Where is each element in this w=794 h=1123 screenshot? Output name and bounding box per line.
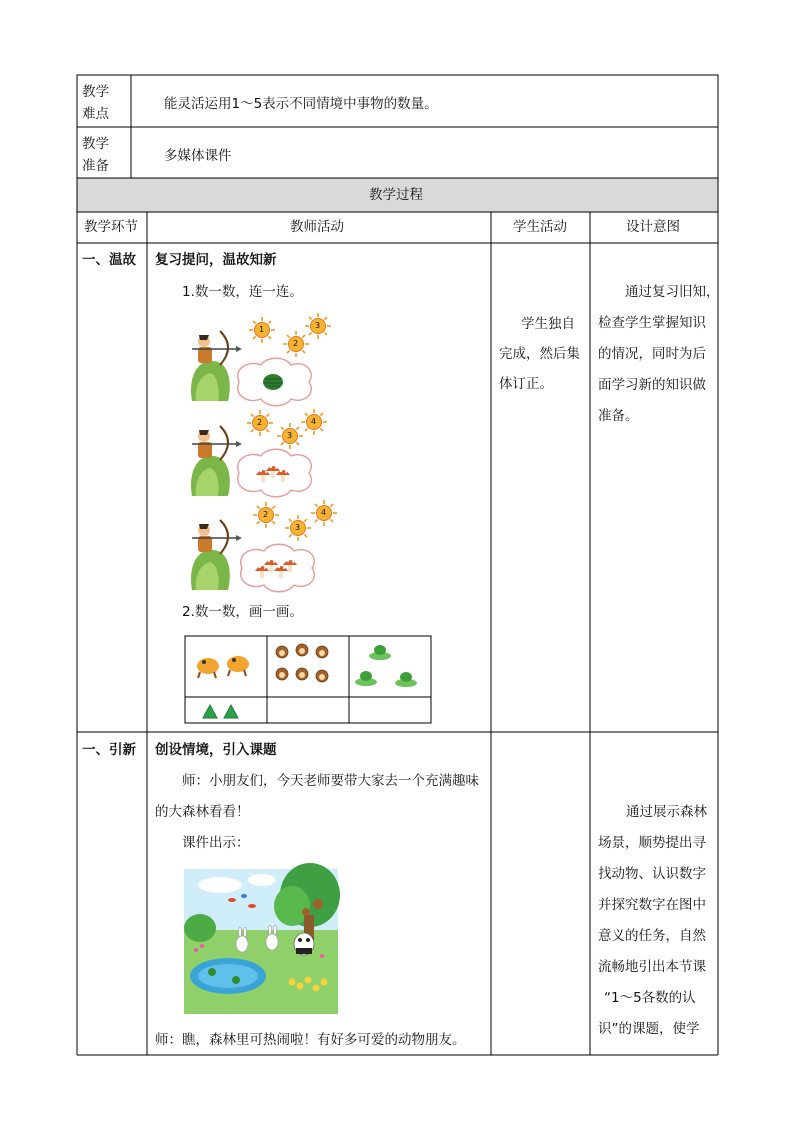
process-header: 教学过程 xyxy=(369,187,423,203)
student-line: 学生独自 xyxy=(521,316,575,332)
stage-review: 一、温故 xyxy=(82,252,136,268)
col-student: 学生活动 xyxy=(513,219,567,235)
intent-line: 的情况，同时为后 xyxy=(598,346,706,362)
intent-line: 准备。 xyxy=(598,408,639,424)
intent-line: 场景，顺势提出寻 xyxy=(598,835,706,851)
intro-line3: 课件出示： xyxy=(182,835,250,851)
intent-line: 检查学生掌握知识 xyxy=(598,315,706,331)
intent-line: 通过复习旧知， xyxy=(625,284,720,300)
frog-icon xyxy=(232,976,240,984)
sun-number: 2 xyxy=(263,510,269,519)
sun-number: 3 xyxy=(315,321,321,330)
stage-intro: 一、引新 xyxy=(82,742,136,758)
prep-text: 多媒体课件 xyxy=(164,148,232,164)
intent-line: “1～5各数的认 xyxy=(604,990,696,1006)
intro-line2: 的大森林看看！ xyxy=(155,804,250,820)
col-intent: 设计意图 xyxy=(626,219,680,235)
review-item2: 2.数一数，画一画。 xyxy=(182,604,303,620)
intent-line: 流畅地引出本节课 xyxy=(598,959,706,975)
col-stage: 教学环节 xyxy=(84,219,138,235)
intro-line4: 师：瞧，森林里可热闹啦！有好多可爱的动物朋友。 xyxy=(155,1032,466,1048)
review-item1: 1.数一数，连一连。 xyxy=(182,284,303,300)
intent-line: 通过展示森林 xyxy=(626,804,707,820)
review-heading: 复习提问，温故知新 xyxy=(155,252,277,268)
intent-line: 面学习新的知识做 xyxy=(598,377,706,393)
intent-line: 识”的课题，使学 xyxy=(598,1021,700,1037)
student-line: 完成，然后集 xyxy=(499,346,580,362)
sun-number: 1 xyxy=(259,325,265,334)
difficulty-text: 能灵活运用1～5表示不同情境中事物的数量。 xyxy=(164,96,438,112)
student-line: 体订正。 xyxy=(499,376,553,392)
prep-label-2: 准备 xyxy=(82,158,109,174)
prep-label-1: 教学 xyxy=(82,136,109,152)
sun-number: 2 xyxy=(257,418,263,427)
difficulty-label-1: 教学 xyxy=(82,84,109,100)
frog-icon xyxy=(208,968,216,976)
intent-line: 找动物、认识数字 xyxy=(598,866,706,882)
intro-line1: 师：小朋友们，今天老师要带大家去一个充满趣味 xyxy=(182,773,479,789)
sun-number: 4 xyxy=(311,417,317,426)
intro-heading: 创设情境，引入课题 xyxy=(155,742,277,758)
sun-number: 2 xyxy=(293,339,299,348)
sun-number: 3 xyxy=(287,431,293,440)
intent-line: 并探究数字在图中 xyxy=(598,897,706,913)
sun-number: 3 xyxy=(295,523,301,532)
panda-icon xyxy=(294,933,314,955)
intent-line: 意义的任务，自然 xyxy=(598,928,706,944)
col-teacher: 教师活动 xyxy=(290,219,344,235)
difficulty-label-2: 难点 xyxy=(82,106,109,122)
sun-number: 4 xyxy=(321,508,327,517)
